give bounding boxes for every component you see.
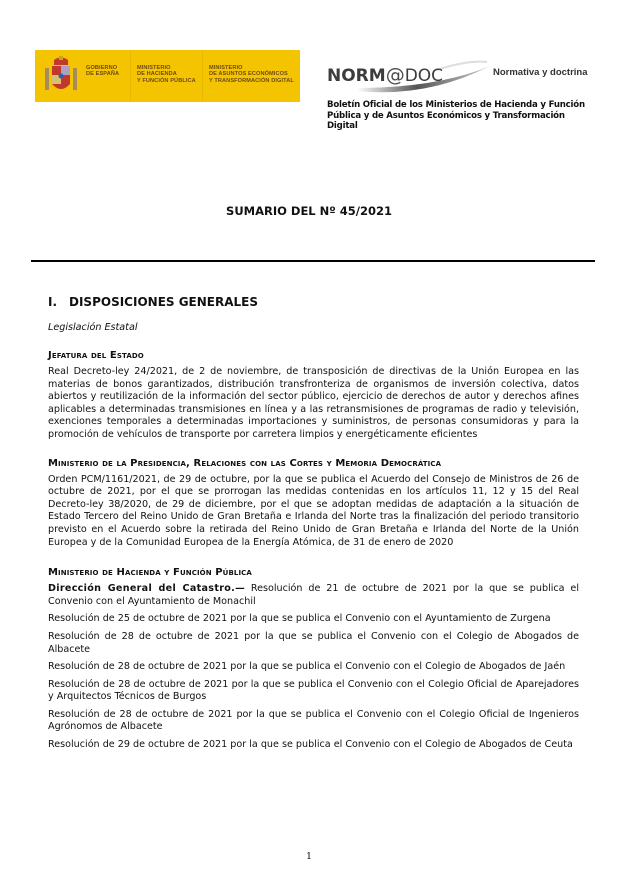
ministries-list: [48, 350, 579, 752]
logo-divider: [202, 50, 203, 102]
ministry-heading: Ministerio de Hacienda y Función Pública: [48, 567, 252, 579]
summary-entry[interactable]: [48, 613, 579, 626]
entry-text: Resolución de 29 de octubre de 2021 por la que se publica el Convenio con el Colegio de Abogados de Ceuta: [48, 739, 573, 751]
normadoc-logo: [327, 58, 597, 131]
section-title: DISPOSICIONES GENERALES: [69, 295, 259, 309]
coat-of-arms-icon: [43, 56, 79, 96]
entry-text: Resolución de 28 de octubre de 2021 por la que se publica el Convenio con el Colegio Oficial de Aparejadores y Arquitectos Técnicos de Burgos: [48, 678, 579, 703]
logo-divider: [130, 50, 131, 102]
gov-logo-text-hacienda: MINISTERIO DE HACIENDA Y FUNCIÓN PÚBLICA: [137, 65, 196, 84]
gov-logo-text-economia: MINISTERIO DE ASUNTOS ECONÓMICOS Y TRANSFORMACIÓN DIGITAL: [209, 65, 294, 84]
normadoc-tagline: Normativa y doctrina: [493, 67, 588, 78]
section-number: I.: [48, 295, 58, 309]
page-number: 1: [305, 851, 313, 862]
summary-entry[interactable]: [48, 739, 579, 752]
document-content: [48, 295, 579, 757]
summary-entry[interactable]: [48, 661, 579, 674]
normadoc-brand: NORM@DOC: [327, 64, 444, 86]
section-heading: [48, 295, 579, 314]
summary-entry[interactable]: [48, 709, 579, 734]
entry-text: Orden PCM/1161/2021, de 29 de octubre, por la que se publica el Acuerdo del Consejo de Ministros de 26 de octubre de 2021, por el que se prorrogan las medidas contenidas en los artículos 11, 12 y 15 del Real Decreto-ley 38/2020, de 29 de diciembre, por el que se adoptan medidas de adaptación a la situación de Estado Tercero del Reino Unido de Gran Bretaña e Irlanda del Norte tras la finalización del periodo transitorio previsto en el Acuerdo sobre la retirada del Reino Unido de Gran Bretaña e Irlanda del Norte de la Unión Europea y de la Comunidad Europea de la Energía Atómica, de 31 de enero de 2020: [48, 473, 579, 548]
ministry-heading: Ministerio de la Presidencia, Relaciones con las Cortes y Memoria Democrática: [48, 457, 442, 469]
subsection-heading: Legislación Estatal: [48, 322, 138, 333]
entry-text: Resolución de 28 de octubre de 2021 por la que se publica el Convenio con el Colegio de Abogados de Jaén: [48, 661, 566, 673]
entry-issuing-body: Dirección General del Catastro.—: [48, 583, 245, 595]
bulletin-subtitle: Boletín Oficial de los Ministerios de Hacienda y Función Pública y de Asuntos Económicos y Transformación Digital: [327, 100, 585, 131]
entry-text: Real Decreto-ley 24/2021, de 2 de noviembre, de transposición de directivas de la Unión Europea en las materias de bonos garantizados, distribución transfronteriza de organismos de inversión colectiva, datos abiertos y reutilización de la información del sector público, ejercicio de derechos de autor y derechos afines aplicables a determinadas transmisiones en línea y a las retransmisiones de programas de radio y televisión, exenciones temporales a determinadas importaciones y suministros, de personas consumidoras y para la promoción de vehículos de transporte por carretera limpios y energéticamente eficientes: [48, 366, 579, 440]
entry-text: Resolución de 28 de octubre de 2021 por la que se publica el Convenio con el Colegio de Abogados de Albacete: [48, 630, 579, 655]
horizontal-divider: [31, 260, 595, 262]
summary-entry[interactable]: [48, 631, 579, 656]
summary-title: SUMARIO DEL Nº 45/2021: [226, 204, 392, 218]
gov-logo-text-gobierno: GOBIERNO DE ESPAÑA: [86, 65, 120, 78]
entry-text: Resolución de 28 de octubre de 2021 por la que se publica el Convenio con el Colegio Oficial de Ingenieros Agrónomos de Albacete: [48, 708, 579, 733]
summary-entry[interactable]: [48, 366, 579, 442]
entry-text: Resolución de 25 de octubre de 2021 por la que se publica el Convenio con el Ayuntamiento de Zurgena: [48, 613, 551, 625]
summary-entry[interactable]: [48, 679, 579, 704]
government-logo: [35, 50, 300, 102]
summary-entry[interactable]: [48, 474, 579, 550]
entry-text: Resolución de 21 de octubre de 2021 por la que se publica el Convenio con el Ayuntamiento de Monachil: [48, 583, 579, 607]
ministry-heading: Jefatura del Estado: [48, 350, 144, 361]
summary-entry[interactable]: [48, 583, 579, 608]
